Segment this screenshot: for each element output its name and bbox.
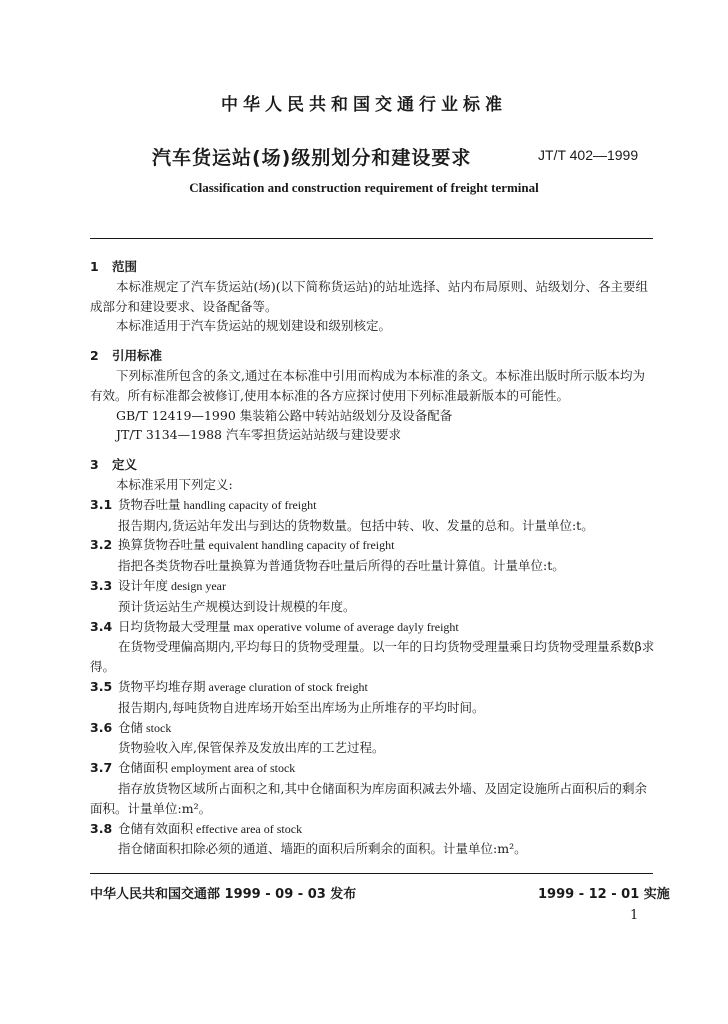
section-number: 2: [90, 348, 99, 364]
definition-text: 指存放货物区域所占面积之和,其中仓储面积为库房面积减去外墙、及固定设施所占面积后的剩余面积。计量单位:m²。: [90, 780, 647, 816]
definition-term: 换算货物吞吐量: [118, 537, 206, 553]
section-title: 引用标准: [112, 348, 163, 364]
definition-term-english: stock: [146, 720, 172, 735]
definition-term-english: effective area of stock: [196, 821, 303, 836]
definition-term: 日均货物最大受理量: [118, 618, 231, 634]
definition-number: 3.6: [90, 719, 113, 735]
paragraph: 本标准采用下列定义:: [116, 476, 233, 492]
document-title-english: Classification and construction requirement of freight terminal: [189, 180, 539, 195]
definition-term: 设计年度: [118, 577, 169, 593]
definition-term: 仓储面积: [118, 760, 169, 776]
definition-term: 货物平均堆存期: [118, 678, 206, 694]
definition-text: 报告期内,每吨货物自进库场开始至出库场为止所堆存的平均时间。: [118, 699, 485, 715]
definition-term: 仓储: [118, 719, 144, 735]
effective-date: 1999 - 12 - 01 实施: [538, 887, 670, 902]
definition-term-english: handling capacity of freight: [183, 497, 317, 512]
definition-text: 预计货运站生产规模达到设计规模的年度。: [118, 598, 356, 614]
definition-heading: [90, 535, 656, 556]
paragraph: 本标准规定了汽车货运站(场)(以下简称货运站)的站址选择、站内布局原则、站级划分、各主要组成部分和建设要求、设备配备等。: [90, 278, 649, 314]
definition-heading: [90, 758, 656, 779]
page-number: 1: [630, 908, 639, 923]
definition-text: 指把各类货物吞吐量换算为普通货物吞吐量后所得的吞吐量计算值。计量单位:t。: [118, 558, 565, 574]
definition-number: 3.3: [90, 577, 113, 593]
definition-number: 3.5: [90, 678, 113, 694]
definition-text: 指仓储面积扣除必须的通道、墙距的面积后所剩余的面积。计量单位:m²。: [118, 841, 527, 857]
definition-text: 报告期内,货运站年发出与到达的货物数量。包括中转、收、发量的总和。计量单位:t。: [118, 517, 594, 533]
definition-text: 货物验收入库,保管保养及发放出库的工艺过程。: [118, 740, 385, 756]
definition-term-english: average cluration of stock freight: [208, 679, 368, 694]
definition-heading: [90, 718, 656, 739]
section-title: 定义: [112, 457, 138, 473]
section-number: 3: [90, 457, 99, 473]
standard-code: JT/T 402—1999: [538, 147, 639, 163]
section-heading: [90, 346, 656, 366]
definition-term-english: equivalent handling capacity of freight: [208, 538, 395, 553]
definition-heading: [90, 495, 656, 516]
header-divider: [90, 238, 653, 239]
definition-number: 3.8: [90, 820, 113, 836]
definition-heading: [90, 677, 656, 698]
definition-number: 3.1: [90, 496, 113, 512]
issue-date: 中华人民共和国交通部 1999 - 09 - 03 发布: [90, 887, 357, 902]
section-heading: [90, 257, 656, 277]
footer-divider: [90, 873, 653, 874]
definition-number: 3.2: [90, 537, 113, 553]
section-title: 范围: [112, 259, 138, 274]
definition-term-english: max operative volume of average dayly freight: [233, 619, 459, 634]
definition-number: 3.4: [90, 618, 113, 634]
document-body: [90, 257, 656, 859]
document-title: 汽车货运站(场)级别划分和建设要求: [152, 147, 472, 169]
section-heading: [90, 455, 656, 475]
definition-term: 货物吞吐量: [118, 496, 181, 512]
paragraph: 本标准适用于汽车货运站的规划建设和级别核定。: [116, 318, 392, 334]
definition-term: 仓储有效面积: [118, 820, 194, 836]
definition-term-english: employment area of stock: [171, 761, 296, 776]
section-number: 1: [90, 259, 99, 274]
definition-heading: [90, 617, 656, 638]
issuing-organization: 中华人民共和国交通行业标准: [221, 95, 507, 115]
paragraph: 下列标准所包含的条文,通过在本标准中引用而构成为本标准的条文。本标准出版时所示版本均为有效。所有标准都会被修订,使用本标准的各方应探讨使用下列标准最新版本的可能性。: [90, 367, 645, 403]
definition-text: 在货物受理偏高期内,平均每日的货物受理量。以一年的日均货物受理量乘日均货物受理量系数β求得。: [90, 639, 655, 675]
reference-item: GB/T 12419—1990 集装箱公路中转站站级划分及设备配备: [116, 407, 453, 423]
definition-heading: [90, 819, 656, 840]
definition-heading: [90, 576, 656, 597]
definition-term-english: design year: [171, 578, 226, 593]
definition-number: 3.7: [90, 760, 113, 776]
reference-item: JT/T 3134—1988 汽车零担货运站站级与建设要求: [116, 427, 401, 443]
